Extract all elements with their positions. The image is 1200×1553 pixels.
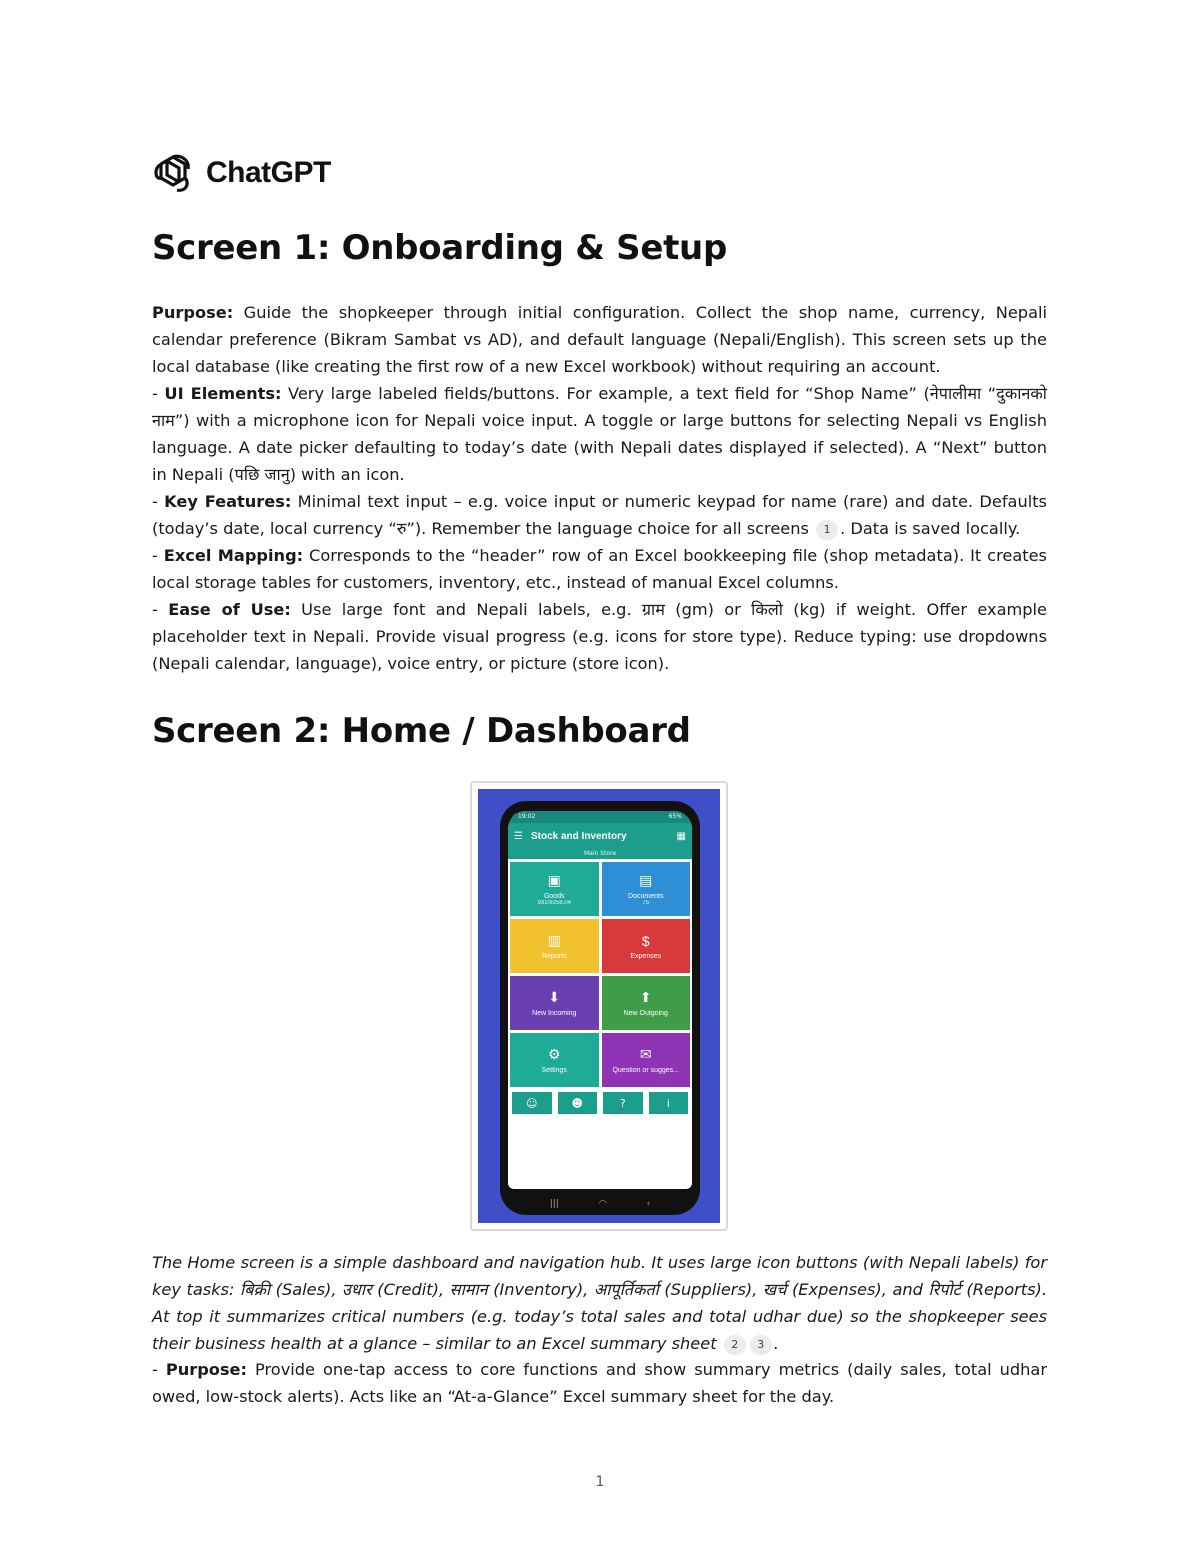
tile-label: Documents [628, 893, 664, 900]
excel-mapping-paragraph: - Excel Mapping: Corresponds to the “header” row of an Excel bookkeeping file (shop metadata). It creates local storage tables for customers, inventory, etc., instead of manual Excel columns. [152, 546, 1047, 592]
citation-badge[interactable]: 2 [724, 1335, 746, 1355]
tile-sublabel: 75 [642, 900, 650, 906]
caption-paragraph [152, 1249, 1047, 1357]
gear-icon: ⚙ [547, 1046, 561, 1062]
screen2-heading: Screen 2: Home / Dashboard [152, 711, 691, 751]
info-icon: i [666, 1096, 670, 1110]
key-features-paragraph: - Key Features: Minimal text input – e.g. voice input or numeric keypad for name (rare) and date. Defaults (today’s date, local currency “रु”). Remember the language choice for all screens 1 . Data is saved locally. [152, 492, 1047, 538]
users-icon: ☻ [571, 1096, 583, 1110]
phone-screen [508, 811, 692, 1189]
android-nav-bar [500, 1199, 700, 1209]
chatgpt-logo [152, 152, 331, 194]
dashboard-tile-grid [508, 859, 692, 1090]
excel-mapping-text: Corresponds to the “header” row of an Excel bookkeeping file (shop metadata). It creates local storage tables for customers, inventory, etc., instead of manual Excel columns. [152, 546, 1047, 592]
tile-label: Settings [541, 1067, 567, 1074]
tile-label: Reports [541, 953, 567, 960]
citation-badge[interactable]: 3 [750, 1335, 772, 1355]
ease-of-use-label: Ease of Use: [168, 600, 291, 619]
purpose-label: Purpose: [152, 303, 234, 322]
ui-elements-text: Very large labeled fields/buttons. For example, a text field for “Shop Name” (नेपालीमा “दुकानको नाम”) with a microphone icon for Nepali voice input. A toggle or large buttons for selecting Nepali vs English language. A date picker defaulting to today’s date (with Nepali dates displayed if selected). A “Next” button in Nepali (पछि जानु) with an icon. [152, 384, 1047, 484]
tile-sublabel: 931/9258.04 [537, 900, 571, 906]
status-bar [508, 811, 692, 823]
expenses-icon: $ [641, 932, 650, 949]
chart-icon: ▥ [547, 932, 561, 948]
excel-mapping-label: Excel Mapping: [163, 546, 304, 565]
app-title: Stock and Inventory [530, 830, 627, 842]
tile-label: New Outgoing [623, 1010, 668, 1017]
users-button[interactable] [558, 1092, 598, 1114]
key-features-text: Minimal text input – e.g. voice input or numeric keypad for name (rare) and date. Defaults (today’s date, local currency “रु”). Remember the language choice for all screens [152, 492, 1047, 538]
message-icon: ✉ [639, 1046, 652, 1062]
tile-label: Question or sugges... [612, 1067, 680, 1074]
page-number: 1 [595, 1474, 605, 1490]
key-features-tail: . Data is saved locally. [840, 519, 1021, 538]
status-time: 19:02 [518, 813, 536, 820]
tile-label: Expenses [630, 952, 662, 960]
key-features-label: Key Features: [164, 492, 292, 511]
tile-label: Goods [543, 893, 565, 900]
screen2-purpose-paragraph: - Purpose: Provide one-tap access to core functions and show summary metrics (daily sales, total udhar owed, low-stock alerts). Acts like an “At-a-Glance” Excel summary sheet for the day. [152, 1360, 1047, 1406]
app-bar [508, 823, 692, 849]
help-button[interactable] [603, 1092, 643, 1114]
figure-background [478, 789, 720, 1223]
home-nav-icon[interactable]: ◠ [598, 1199, 607, 1209]
openai-logo-icon [152, 152, 194, 194]
screen1-heading: Screen 1: Onboarding & Setup [152, 228, 727, 268]
outgoing-icon: ⬆ [639, 989, 652, 1005]
document-icon: ▤ [639, 872, 653, 888]
citation-badge[interactable]: 1 [816, 520, 838, 540]
caption-tail: . [773, 1334, 779, 1353]
menu-icon[interactable]: ☰ [514, 830, 523, 842]
screen2-purpose [152, 1356, 1047, 1410]
purpose-paragraph [152, 299, 1047, 380]
recent-apps-icon[interactable]: ||| [549, 1199, 559, 1209]
back-nav-icon[interactable]: ‹ [646, 1199, 651, 1209]
info-button[interactable] [649, 1092, 689, 1114]
ui-elements-paragraph: - UI Elements: Very large labeled fields/buttons. For example, a text field for “Shop Name” (नेपालीमा “दुकानको नाम”) with a microphone icon for Nepali voice input. A toggle or large buttons for selecting Nepali vs English language. A date picker defaulting to today’s date (with Nepali dates displayed if selected). A “Next” button in Nepali (पछि जानु) with an icon. [152, 384, 1047, 484]
dashboard-tile[interactable] [510, 1033, 599, 1087]
status-battery: 65% [668, 813, 682, 820]
dashboard-tile[interactable] [510, 919, 599, 973]
help-icon: ? [619, 1096, 626, 1110]
logo-text: ChatGPT [206, 156, 331, 189]
caption-text: The Home screen is a simple dashboard and navigation hub. It uses large icon buttons (with Nepali labels) for key tasks: बिक्री (Sales), उधार (Credit), सामान (Inventory), आपूर्तिकर्ता (Suppliers), खर्च (Expenses), and रिपोर्ट (Reports). At top it summarizes critical numbers (e.g. today’s total sales and total udhar due) so the shopkeeper sees their business health at a glance – similar to an Excel summary sheet [152, 1253, 1047, 1353]
purpose-text: Guide the shopkeeper through initial configuration. Collect the shop name, currency, Nepali calendar preference (Bikram Sambat vs AD), and default language (Nepali/English). This screen sets up the local database (like creating the first row of a new Excel workbook) without requiring an account. [152, 303, 1047, 376]
ease-of-use-text: Use large font and Nepali labels, e.g. ग्राम (gm) or किलो (kg) if weight. Offer example placeholder text in Nepali. Provide visual progress (e.g. icons for store type). Reduce typing: use dropdowns (Nepali calendar, language), voice entry, or picture (store icon). [152, 600, 1047, 673]
dashboard-tile[interactable] [510, 862, 599, 916]
phone-frame [500, 801, 700, 1215]
ease-of-use-paragraph: - Ease of Use: Use large font and Nepali labels, e.g. ग्राम (gm) or किलो (kg) if weight. Offer example placeholder text in Nepali. Provide visual progress (e.g. icons for store type). Reduce typing: use dropdowns (Nepali calendar, language), voice entry, or picture (store icon). [152, 600, 1047, 673]
grid-menu-icon[interactable]: ▦ [676, 830, 686, 842]
dashboard-tile[interactable] [602, 976, 691, 1030]
dashboard-tile[interactable] [510, 976, 599, 1030]
phone-screenshot-figure [470, 781, 728, 1231]
tile-label: New Incoming [532, 1010, 577, 1017]
screen2-purpose-label: Purpose: [165, 1360, 248, 1379]
dashboard-caption [152, 1249, 1047, 1357]
dashboard-tile[interactable] [602, 919, 691, 973]
dashboard-tile[interactable] [602, 862, 691, 916]
box-icon: ▣ [547, 872, 561, 888]
ui-elements-label: UI Elements: [164, 384, 282, 403]
screen2-purpose-text: Provide one-tap access to core functions and show summary metrics (daily sales, total udhar owed, low-stock alerts). Acts like an “At-a-Glance” Excel summary sheet for the day. [152, 1360, 1047, 1406]
screen1-body [152, 299, 1047, 677]
user-icon: ☺ [526, 1096, 538, 1110]
bottom-button-row [508, 1090, 692, 1116]
store-subtitle: Main Store [508, 849, 692, 859]
user-button[interactable] [512, 1092, 552, 1114]
incoming-icon: ⬇ [548, 989, 561, 1005]
dashboard-tile[interactable] [602, 1033, 691, 1087]
